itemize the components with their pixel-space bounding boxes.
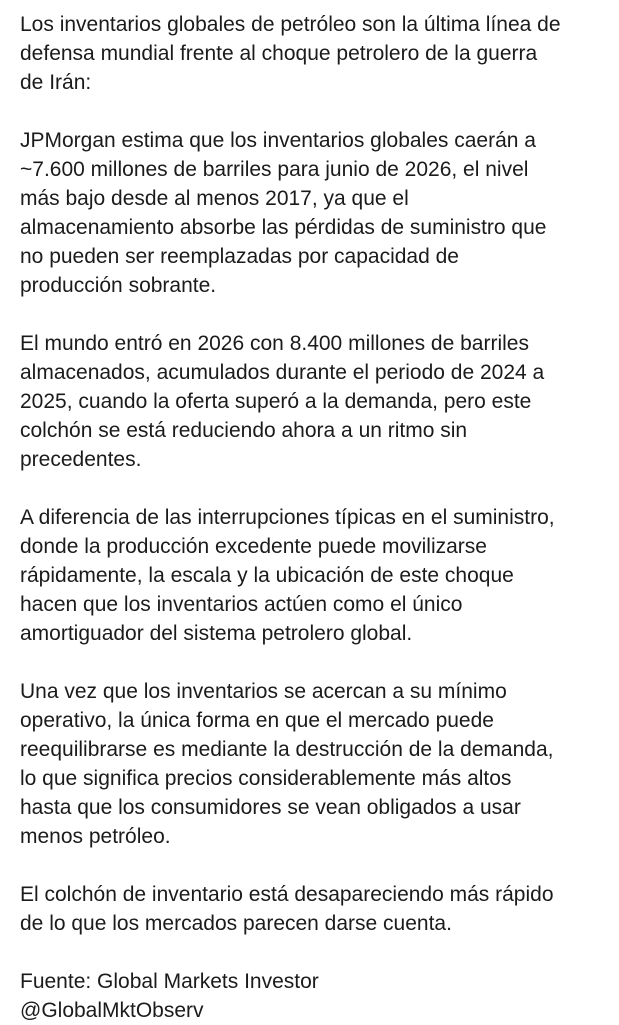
paragraph-line: JPMorgan estima que los inventarios globales caerán a [20, 129, 536, 152]
paragraph-line: más bajo desde al menos 2017, ya que el [20, 187, 409, 210]
paragraph-line: El colchón de inventario está desapareciendo más rápido [20, 883, 554, 906]
paragraph-line: menos petróleo. [20, 825, 171, 848]
paragraph-line: donde la producción excedente puede movilizarse [20, 535, 487, 558]
paragraph-line: Los inventarios globales de petróleo son la última línea de [20, 13, 561, 36]
paragraph-line: hacen que los inventarios actúen como el único [20, 593, 463, 616]
paragraph-line: hasta que los consumidores se vean obligados a usar [20, 796, 521, 819]
paragraph-headline [20, 10, 607, 97]
paragraph-line: El mundo entró en 2026 con 8.400 millones de barriles [20, 332, 529, 355]
paragraph-line: almacenamiento absorbe las pérdidas de suministro que [20, 216, 547, 239]
paragraph-line: Una vez que los inventarios se acercan a su mínimo [20, 680, 507, 703]
paragraph-line: no pueden ser reemplazadas por capacidad de [20, 245, 459, 268]
source-handle: @GlobalMktObserv [20, 999, 204, 1022]
paragraph-line: almacenados, acumulados durante el periodo de 2024 a [20, 361, 545, 384]
paragraph-line: lo que significa precios considerablemente más altos [20, 767, 512, 790]
paragraph-world-stocks [20, 329, 607, 474]
paragraph-line: defensa mundial frente al choque petrolero de la guerra [20, 42, 538, 65]
paragraph-line: amortiguador del sistema petrolero global. [20, 622, 413, 645]
paragraph-line: producción sobrante. [20, 274, 217, 297]
paragraph-line: 2025, cuando la oferta superó a la demanda, pero este [20, 390, 532, 413]
paragraph-jpmorgan-estimate [20, 126, 607, 300]
paragraph-source [20, 967, 607, 1025]
paragraph-line: de Irán: [20, 71, 92, 94]
paragraph-line: operativo, la única forma en que el mercado puede [20, 709, 494, 732]
paragraph-line: A diferencia de las interrupciones típicas en el suministro, [20, 506, 555, 529]
paragraph-line: de lo que los mercados parecen darse cuenta. [20, 912, 452, 935]
paragraph-line: colchón se está reduciendo ahora a un ritmo sin [20, 419, 468, 442]
paragraph-line: reequilibrarse es mediante la destrucción de la demanda, [20, 738, 554, 761]
paragraph-line: precedentes. [20, 448, 142, 471]
paragraph-buffer [20, 503, 607, 648]
paragraph-line: ~7.600 millones de barriles para junio de 2026, el nivel [20, 158, 529, 181]
paragraph-conclusion [20, 880, 607, 938]
paragraph-line: rápidamente, la escala y la ubicación de este choque [20, 564, 514, 587]
source-line: Fuente: Global Markets Investor [20, 970, 319, 993]
paragraph-demand-destruction [20, 677, 607, 851]
